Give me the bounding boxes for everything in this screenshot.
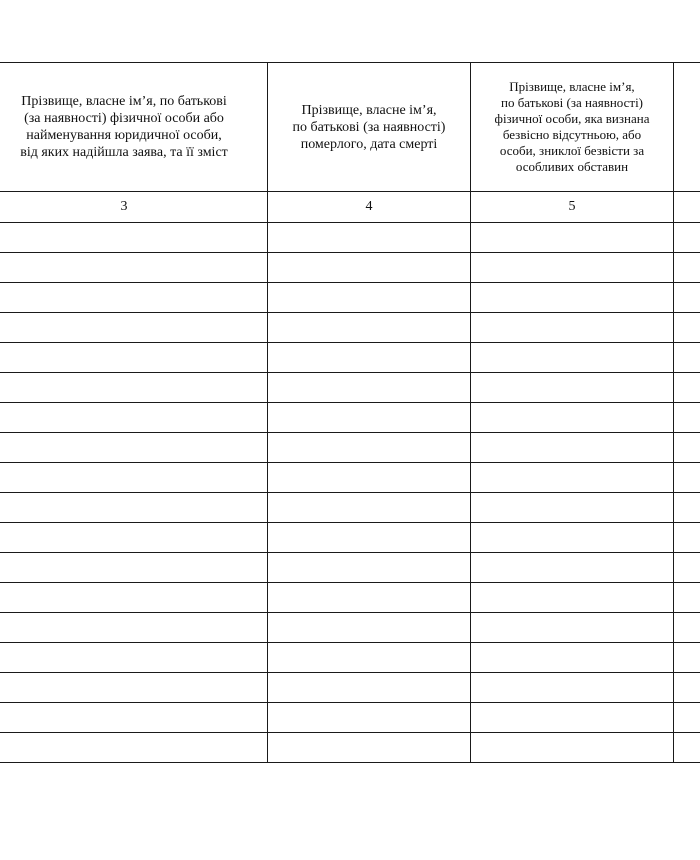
table-cell-missing-person	[471, 493, 674, 523]
table-cell-next	[674, 583, 700, 613]
table-cell-missing-person	[471, 313, 674, 343]
table-cell-deceased	[268, 703, 471, 733]
table-cell-next	[674, 553, 700, 583]
table-cell-missing-person	[471, 523, 674, 553]
table-cell-deceased	[268, 313, 471, 343]
table-row	[0, 343, 700, 373]
table-row	[0, 643, 700, 673]
table-cell-next	[674, 493, 700, 523]
table-cell-next	[674, 343, 700, 373]
table-cell-next	[674, 433, 700, 463]
header-cell-missing-person	[471, 63, 674, 192]
table-cell-applicant	[0, 223, 268, 253]
table-cell-deceased	[268, 583, 471, 613]
header-cell-deceased	[268, 63, 471, 192]
table-cell-deceased	[268, 523, 471, 553]
column-number-4: 4	[268, 192, 471, 223]
table-cell-applicant	[0, 733, 268, 763]
table-row	[0, 373, 700, 403]
register-table	[0, 62, 700, 763]
table-row	[0, 433, 700, 463]
table-cell-missing-person	[471, 223, 674, 253]
table-cell-missing-person	[471, 613, 674, 643]
header-row	[0, 63, 700, 192]
table-cell-applicant	[0, 703, 268, 733]
table-row	[0, 703, 700, 733]
table-row	[0, 283, 700, 313]
table-cell-next	[674, 703, 700, 733]
table-cell-next	[674, 313, 700, 343]
table-cell-deceased	[268, 283, 471, 313]
column-number-row	[0, 192, 700, 223]
table-cell-next	[674, 733, 700, 763]
table-cell-applicant	[0, 493, 268, 523]
header-cell-next	[674, 63, 700, 192]
column-number-6	[674, 192, 700, 223]
table-cell-applicant	[0, 463, 268, 493]
table-cell-deceased	[268, 403, 471, 433]
table-row	[0, 673, 700, 703]
table-cell-missing-person	[471, 553, 674, 583]
column-number-3: 3	[0, 192, 268, 223]
table-cell-next	[674, 613, 700, 643]
table-cell-deceased	[268, 553, 471, 583]
table-cell-missing-person	[471, 343, 674, 373]
table-cell-deceased	[268, 643, 471, 673]
table-cell-deceased	[268, 613, 471, 643]
table-cell-applicant	[0, 553, 268, 583]
table-row	[0, 463, 700, 493]
table-cell-next	[674, 283, 700, 313]
table-row	[0, 523, 700, 553]
table-cell-deceased	[268, 493, 471, 523]
header-text-applicant: Прізвище, власне ім’я, по батькові (за наявності) фізичної особи або найменування юридичної особи, від яких надійшла заява, та її зміст	[20, 94, 228, 160]
table-cell-applicant	[0, 343, 268, 373]
table-cell-deceased	[268, 463, 471, 493]
table-cell-applicant	[0, 643, 268, 673]
table-row	[0, 493, 700, 523]
table-row	[0, 553, 700, 583]
table-cell-next	[674, 373, 700, 403]
table-cell-next	[674, 463, 700, 493]
table-cell-missing-person	[471, 433, 674, 463]
table-cell-applicant	[0, 523, 268, 553]
table-body	[0, 223, 700, 763]
table-cell-deceased	[268, 673, 471, 703]
table-cell-applicant	[0, 253, 268, 283]
table-row	[0, 403, 700, 433]
table-cell-deceased	[268, 343, 471, 373]
table-cell-deceased	[268, 253, 471, 283]
table-cell-next	[674, 643, 700, 673]
table-cell-deceased	[268, 373, 471, 403]
header-text-missing-person: Прізвище, власне ім’я, по батькові (за наявності) фізичної особи, яка визнана безвісно відсутньою, або особи, зниклої безвісти за особливих обставин	[494, 79, 650, 174]
table-cell-missing-person	[471, 463, 674, 493]
table-cell-applicant	[0, 313, 268, 343]
table-cell-applicant	[0, 613, 268, 643]
table-cell-missing-person	[471, 253, 674, 283]
table-cell-missing-person	[471, 703, 674, 733]
table-cell-next	[674, 523, 700, 553]
table-cell-applicant	[0, 673, 268, 703]
header-cell-applicant	[0, 63, 268, 192]
table-cell-applicant	[0, 283, 268, 313]
table-cell-applicant	[0, 583, 268, 613]
table-cell-missing-person	[471, 583, 674, 613]
table-cell-next	[674, 253, 700, 283]
table-cell-next	[674, 403, 700, 433]
table-cell-missing-person	[471, 403, 674, 433]
table-row	[0, 313, 700, 343]
table-cell-deceased	[268, 223, 471, 253]
table-cell-missing-person	[471, 283, 674, 313]
column-number-5: 5	[471, 192, 674, 223]
table-cell-next	[674, 223, 700, 253]
table-cell-missing-person	[471, 733, 674, 763]
table-cell-missing-person	[471, 643, 674, 673]
table-cell-missing-person	[471, 673, 674, 703]
table-cell-deceased	[268, 733, 471, 763]
table-row	[0, 733, 700, 763]
table-cell-deceased	[268, 433, 471, 463]
table-cell-applicant	[0, 403, 268, 433]
table-cell-applicant	[0, 373, 268, 403]
table-cell-missing-person	[471, 373, 674, 403]
table-row	[0, 223, 700, 253]
table-cell-applicant	[0, 433, 268, 463]
table-cell-next	[674, 673, 700, 703]
table-row	[0, 613, 700, 643]
table-row	[0, 583, 700, 613]
table-row	[0, 253, 700, 283]
header-text-deceased: Прізвище, власне ім’я, по батькові (за наявності) померлого, дата смерті	[292, 102, 446, 152]
